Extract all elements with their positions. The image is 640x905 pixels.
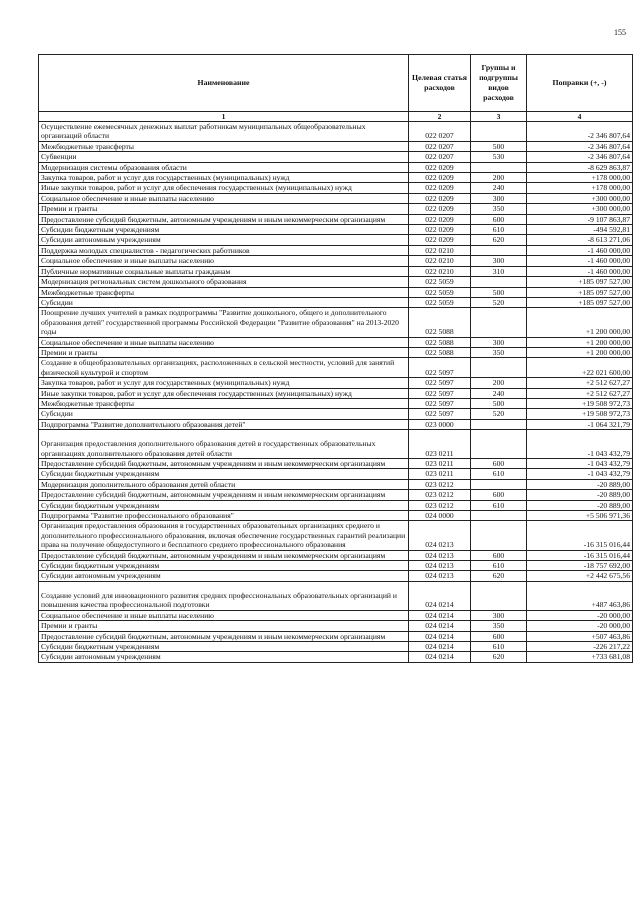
row-expense-group: 500 <box>471 287 527 297</box>
row-target-code: 022 0210 <box>409 256 471 266</box>
row-target-code: 022 0209 <box>409 204 471 214</box>
table-row <box>39 419 633 429</box>
row-target-code: 022 5097 <box>409 398 471 408</box>
table-row <box>39 162 633 172</box>
table-row <box>39 641 633 651</box>
row-target-code: 024 0214 <box>409 621 471 631</box>
table-row <box>39 347 633 357</box>
row-name: Субсидии бюджетным учреждениям <box>39 469 409 479</box>
row-amount: +300 000,00 <box>527 204 633 214</box>
column-number: 2 <box>409 112 471 122</box>
row-expense-group <box>471 277 527 287</box>
row-name: Субсидии автономным учреждениям <box>39 652 409 662</box>
row-expense-group: 350 <box>471 204 527 214</box>
row-target-code: 023 0211 <box>409 469 471 479</box>
row-expense-group: 300 <box>471 610 527 620</box>
row-name: Закупка товаров, работ и услуг для государственных (муниципальных) нужд <box>39 378 409 388</box>
row-amount: -20 000,00 <box>527 621 633 631</box>
row-name: Иные закупки товаров, работ и услуг для обеспечения государственных (муниципальных) нужд <box>39 388 409 398</box>
table-row <box>39 266 633 276</box>
table-row <box>39 521 633 550</box>
row-amount: +2 512 627,27 <box>527 378 633 388</box>
table-row <box>39 430 633 459</box>
row-target-code: 023 0211 <box>409 459 471 469</box>
table-row <box>39 173 633 183</box>
row-name: Предоставление субсидий бюджетным, автономным учреждениям и иным некоммерческим организациям <box>39 550 409 560</box>
row-target-code: 024 0213 <box>409 561 471 571</box>
table-row <box>39 358 633 378</box>
row-name: Социальное обеспечение и иные выплаты населению <box>39 256 409 266</box>
row-expense-group: 310 <box>471 266 527 276</box>
row-amount: +185 097 527,00 <box>527 277 633 287</box>
table-row <box>39 256 633 266</box>
table-row <box>39 225 633 235</box>
row-expense-group <box>471 245 527 255</box>
row-amount: -494 592,81 <box>527 225 633 235</box>
row-name: Субвенции <box>39 152 409 162</box>
row-expense-group: 620 <box>471 235 527 245</box>
row-name: Подпрограмма "Развитие дополнительного образования детей" <box>39 419 409 429</box>
row-amount: -2 346 807,64 <box>527 122 633 142</box>
row-expense-group: 520 <box>471 297 527 307</box>
row-name: Предоставление субсидий бюджетным, автономным учреждениям и иным некоммерческим организациям <box>39 631 409 641</box>
row-name: Поощрение лучших учителей в рамках подпрограммы "Развитие дошкольного, общего и дополнительного образования детей" государственной программы Российской Федерации "Развитие образования" на 2013-2020 годы <box>39 308 409 337</box>
table-row <box>39 193 633 203</box>
row-name: Премии и гранты <box>39 621 409 631</box>
row-target-code: 024 0213 <box>409 550 471 560</box>
row-expense-group: 240 <box>471 388 527 398</box>
row-amount: -8 629 863,87 <box>527 162 633 172</box>
row-expense-group <box>471 122 527 142</box>
table-row <box>39 214 633 224</box>
page-number: 155 <box>614 28 626 37</box>
column-number: 3 <box>471 112 527 122</box>
row-target-code: 022 0207 <box>409 141 471 151</box>
row-amount: -20 889,00 <box>527 490 633 500</box>
row-expense-group: 610 <box>471 561 527 571</box>
row-amount: +5 506 971,36 <box>527 511 633 521</box>
row-expense-group <box>471 308 527 337</box>
table-row <box>39 621 633 631</box>
table-row <box>39 245 633 255</box>
row-name: Субсидии бюджетным учреждениям <box>39 641 409 651</box>
row-amount: -1 460 000,00 <box>527 266 633 276</box>
row-amount: +300 000,00 <box>527 193 633 203</box>
row-amount: +178 000,00 <box>527 173 633 183</box>
table-row <box>39 409 633 419</box>
row-target-code: 024 0000 <box>409 511 471 521</box>
row-name: Субсидии бюджетным учреждениям <box>39 500 409 510</box>
row-expense-group: 600 <box>471 490 527 500</box>
row-target-code: 022 5097 <box>409 388 471 398</box>
row-target-code: 022 0209 <box>409 193 471 203</box>
row-target-code: 022 0209 <box>409 225 471 235</box>
row-expense-group: 200 <box>471 173 527 183</box>
row-expense-group: 610 <box>471 641 527 651</box>
row-amount: -1 043 432,79 <box>527 459 633 469</box>
row-expense-group: 600 <box>471 631 527 641</box>
row-amount: +2 512 627,27 <box>527 388 633 398</box>
row-expense-group: 350 <box>471 347 527 357</box>
table-row <box>39 297 633 307</box>
row-name: Субсидии <box>39 409 409 419</box>
row-name: Иные закупки товаров, работ и услуг для обеспечения государственных (муниципальных) нужд <box>39 183 409 193</box>
row-name: Подпрограмма "Развитие профессионального образования" <box>39 511 409 521</box>
row-amount: -16 315 016,44 <box>527 521 633 550</box>
row-amount: -2 346 807,64 <box>527 152 633 162</box>
row-expense-group: 300 <box>471 193 527 203</box>
row-target-code: 022 0210 <box>409 245 471 255</box>
row-target-code: 022 5097 <box>409 358 471 378</box>
row-target-code: 024 0213 <box>409 571 471 581</box>
row-target-code: 022 5059 <box>409 287 471 297</box>
table-row <box>39 235 633 245</box>
table-row <box>39 610 633 620</box>
row-target-code: 024 0214 <box>409 652 471 662</box>
row-target-code: 022 5097 <box>409 409 471 419</box>
row-expense-group: 610 <box>471 225 527 235</box>
row-expense-group: 610 <box>471 500 527 510</box>
table-row <box>39 122 633 142</box>
row-target-code: 024 0214 <box>409 641 471 651</box>
row-amount: +733 681,08 <box>527 652 633 662</box>
row-target-code: 022 5088 <box>409 347 471 357</box>
table-row <box>39 561 633 571</box>
header-amendments: Поправки (+, -) <box>527 55 633 112</box>
row-amount: +185 097 527,00 <box>527 297 633 307</box>
row-expense-group: 500 <box>471 141 527 151</box>
row-amount: +178 000,00 <box>527 183 633 193</box>
table-row <box>39 511 633 521</box>
row-expense-group: 600 <box>471 214 527 224</box>
row-target-code: 022 0209 <box>409 173 471 183</box>
row-name: Организация предоставления дополнительного образования детей в государственных образовательных организациях дополнительного образования детей области <box>39 430 409 459</box>
row-target-code: 022 5088 <box>409 337 471 347</box>
row-amount: -9 107 863,87 <box>527 214 633 224</box>
row-target-code: 022 5059 <box>409 297 471 307</box>
row-target-code: 023 0212 <box>409 490 471 500</box>
row-target-code: 023 0211 <box>409 430 471 459</box>
row-target-code: 023 0000 <box>409 419 471 429</box>
row-expense-group: 300 <box>471 256 527 266</box>
header-row <box>39 55 633 112</box>
row-name: Межбюджетные трансферты <box>39 398 409 408</box>
row-amount: -18 757 692,00 <box>527 561 633 571</box>
row-name: Премии и гранты <box>39 204 409 214</box>
row-name: Предоставление субсидий бюджетным, автономным учреждениям и иным некоммерческим организациям <box>39 214 409 224</box>
table-row <box>39 652 633 662</box>
row-expense-group: 300 <box>471 337 527 347</box>
row-amount: -2 346 807,64 <box>527 141 633 151</box>
row-expense-group: 610 <box>471 469 527 479</box>
row-amount: -20 000,00 <box>527 610 633 620</box>
row-amount: +185 097 527,00 <box>527 287 633 297</box>
table-row <box>39 500 633 510</box>
row-target-code: 022 0209 <box>409 162 471 172</box>
row-amount: -1 043 432,79 <box>527 469 633 479</box>
row-name: Предоставление субсидий бюджетным, автономным учреждениям и иным некоммерческим организациям <box>39 459 409 469</box>
row-target-code: 022 0207 <box>409 152 471 162</box>
row-amount: -1 460 000,00 <box>527 245 633 255</box>
row-name: Модернизация региональных систем дошкольного образования <box>39 277 409 287</box>
row-name: Межбюджетные трансферты <box>39 141 409 151</box>
table-row <box>39 337 633 347</box>
row-name: Создание в общеобразовательных организациях, расположенных в сельской местности, условий для занятий физической культурой и спортом <box>39 358 409 378</box>
row-expense-group <box>471 581 527 610</box>
row-target-code: 024 0213 <box>409 521 471 550</box>
row-name: Социальное обеспечение и иные выплаты населению <box>39 193 409 203</box>
row-name: Закупка товаров, работ и услуг для государственных (муниципальных) нужд <box>39 173 409 183</box>
row-target-code: 022 0210 <box>409 266 471 276</box>
row-amount: -1 460 000,00 <box>527 256 633 266</box>
table-row <box>39 152 633 162</box>
row-expense-group <box>471 511 527 521</box>
header-target: Целевая статья расходов <box>409 55 471 112</box>
column-number-row <box>39 112 633 122</box>
row-amount: +19 508 972,73 <box>527 409 633 419</box>
table-row <box>39 581 633 610</box>
table-row <box>39 490 633 500</box>
row-amount: +1 200 000,00 <box>527 308 633 337</box>
row-name: Публичные нормативные социальные выплаты гражданам <box>39 266 409 276</box>
row-name: Социальное обеспечение и иные выплаты населению <box>39 337 409 347</box>
row-expense-group <box>471 358 527 378</box>
row-name: Субсидии бюджетным учреждениям <box>39 561 409 571</box>
row-amount: -8 613 271,06 <box>527 235 633 245</box>
row-name: Субсидии <box>39 297 409 307</box>
column-number: 1 <box>39 112 409 122</box>
row-name: Модернизация системы образования области <box>39 162 409 172</box>
table-row <box>39 204 633 214</box>
row-name: Субсидии автономным учреждениям <box>39 571 409 581</box>
row-target-code: 023 0212 <box>409 479 471 489</box>
row-name: Модернизация дополнительного образования детей области <box>39 479 409 489</box>
row-name: Субсидии автономным учреждениям <box>39 235 409 245</box>
header-groups: Группы и подгруппы видов расходов <box>471 55 527 112</box>
row-amount: +1 200 000,00 <box>527 337 633 347</box>
table-row <box>39 631 633 641</box>
row-name: Субсидии бюджетным учреждениям <box>39 225 409 235</box>
row-expense-group <box>471 419 527 429</box>
row-name: Осуществление ежемесячных денежных выплат работникам муниципальных общеобразовательных организаций области <box>39 122 409 142</box>
row-target-code: 022 0209 <box>409 235 471 245</box>
column-number: 4 <box>527 112 633 122</box>
budget-table <box>38 54 633 663</box>
row-amount: +19 508 972,73 <box>527 398 633 408</box>
row-amount: +1 200 000,00 <box>527 347 633 357</box>
row-target-code: 022 0209 <box>409 183 471 193</box>
table-row <box>39 277 633 287</box>
row-expense-group: 620 <box>471 571 527 581</box>
row-expense-group <box>471 521 527 550</box>
row-expense-group: 200 <box>471 378 527 388</box>
table-row <box>39 398 633 408</box>
row-expense-group: 520 <box>471 409 527 419</box>
row-target-code: 023 0212 <box>409 500 471 510</box>
row-expense-group: 600 <box>471 459 527 469</box>
row-target-code: 022 0207 <box>409 122 471 142</box>
row-amount: -20 889,00 <box>527 479 633 489</box>
row-amount: -226 217,22 <box>527 641 633 651</box>
row-name: Социальное обеспечение и иные выплаты населению <box>39 610 409 620</box>
row-target-code: 024 0214 <box>409 581 471 610</box>
row-target-code: 024 0214 <box>409 631 471 641</box>
row-amount: -20 889,00 <box>527 500 633 510</box>
row-expense-group <box>471 430 527 459</box>
row-target-code: 022 5088 <box>409 308 471 337</box>
row-expense-group <box>471 162 527 172</box>
row-target-code: 022 5059 <box>409 277 471 287</box>
row-amount: +2 442 675,56 <box>527 571 633 581</box>
row-expense-group: 530 <box>471 152 527 162</box>
row-target-code: 022 0209 <box>409 214 471 224</box>
row-name: Премии и гранты <box>39 347 409 357</box>
row-amount: +22 021 600,00 <box>527 358 633 378</box>
row-expense-group <box>471 479 527 489</box>
table-row <box>39 479 633 489</box>
row-expense-group: 500 <box>471 398 527 408</box>
table-row <box>39 183 633 193</box>
row-name: Организация предоставления образования в государственных образовательных организациях среднего и дополнительного профессионального образования, включая обеспечение государственных гарантий реализации права на получение общедоступного и бесплатного среднего профессионального образования <box>39 521 409 550</box>
row-expense-group: 600 <box>471 550 527 560</box>
table-row <box>39 550 633 560</box>
row-expense-group: 240 <box>471 183 527 193</box>
table-row <box>39 469 633 479</box>
table-row <box>39 388 633 398</box>
table-row <box>39 459 633 469</box>
row-amount: -1 043 432,79 <box>527 430 633 459</box>
row-target-code: 024 0214 <box>409 610 471 620</box>
header-name: Наименование <box>39 55 409 112</box>
row-name: Поддержка молодых специалистов - педагогических работников <box>39 245 409 255</box>
table-row <box>39 571 633 581</box>
table-row <box>39 287 633 297</box>
row-amount: -16 315 016,44 <box>527 550 633 560</box>
row-amount: +507 463,86 <box>527 631 633 641</box>
row-name: Создание условий для инновационного развития средних профессиональных образовательных организаций и повышения качества профессиональной подготовки <box>39 581 409 610</box>
row-amount: +487 463,86 <box>527 581 633 610</box>
row-target-code: 022 5097 <box>409 378 471 388</box>
row-name: Межбюджетные трансферты <box>39 287 409 297</box>
row-expense-group: 620 <box>471 652 527 662</box>
row-expense-group: 350 <box>471 621 527 631</box>
row-name: Предоставление субсидий бюджетным, автономным учреждениям и иным некоммерческим организациям <box>39 490 409 500</box>
table-row <box>39 141 633 151</box>
row-amount: -1 064 321,79 <box>527 419 633 429</box>
table-row <box>39 378 633 388</box>
table-row <box>39 308 633 337</box>
